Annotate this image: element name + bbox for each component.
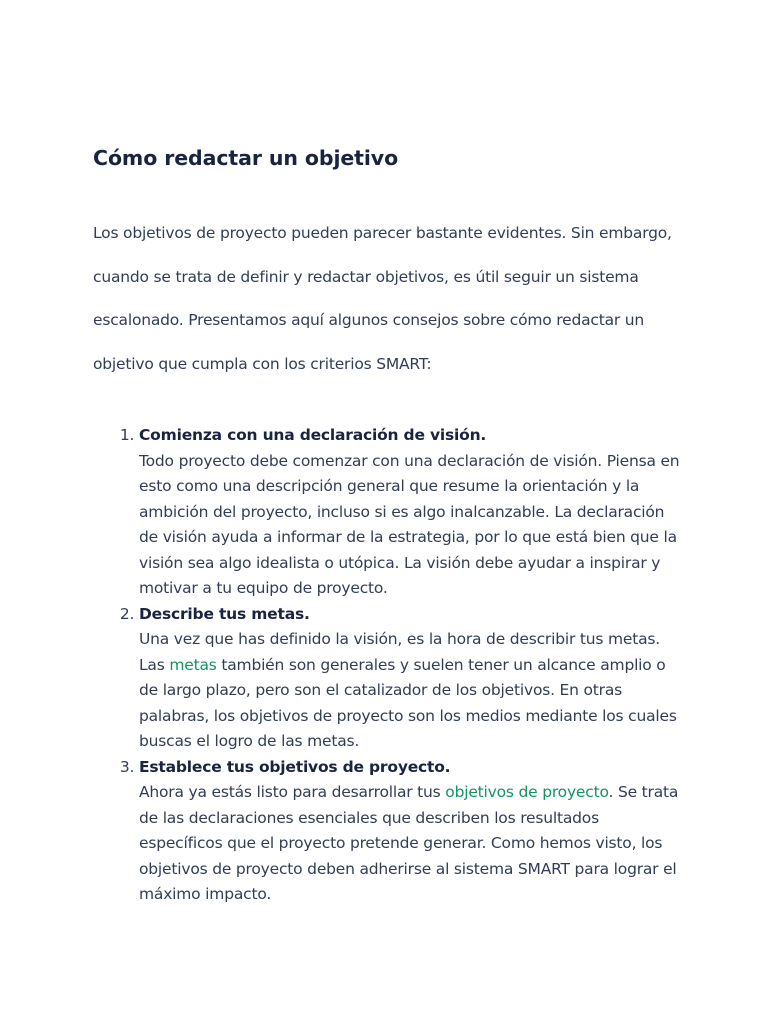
- step-heading: 2. Describe tus metas.: [139, 604, 310, 623]
- article-title: Cómo redactar un objetivo: [93, 146, 399, 170]
- metas-link[interactable]: metas: [169, 655, 217, 674]
- intro-paragraph: Los objetivos de proyecto pueden parecer bastante evidentes. Sin embargo, cuando se trata de definir y redactar objetivos, es útil seguir un sistema escalonado. Presentamos aquí algunos consejos sobre cómo redactar un objetivo que cumpla con los criterios SMART:: [93, 224, 672, 373]
- step-body-start: Ahora ya estás listo para desarrollar tus: [139, 783, 446, 801]
- steps-list: [93, 423, 685, 908]
- step-heading: 3. Establece tus objetivos de proyecto.: [139, 757, 451, 776]
- list-item-vision: [139, 423, 685, 602]
- list-item-goals: [139, 602, 685, 755]
- step-body-end: también son generales y suelen tener un alcance amplio o de largo plazo, pero son el catalizador de los objetivos. En otras palabras, los objetivos de proyecto son los medios mediante los cuales buscas el logro de las metas.: [139, 655, 677, 750]
- step-body: Todo proyecto debe comenzar con una declaración de visión. Piensa en esto como una descripción general que resume la orientación y la ambición del proyecto, incluso si es algo inalcanzable. La declaración de visión ayuda a informar de la estrategia, por lo que está bien que la visión sea algo idealista o utópica. La visión debe ayudar a inspirar y motivar a tu equipo de proyecto.: [139, 451, 680, 597]
- project-objectives-link[interactable]: objetivos de proyecto: [445, 783, 609, 801]
- article: [93, 142, 685, 908]
- step-body-start: Una vez que has definido la visión, es la hora de describir tus metas. Las: [139, 630, 660, 674]
- step-body-end: . Se trata de las declaraciones esenciales que describen los resultados específicos que el proyecto pretende generar. Como hemos visto, los objetivos de proyecto deben adherirse al sistema SMART para lograr el máximo impacto.: [139, 783, 679, 903]
- list-item-objectives: [139, 755, 685, 908]
- step-heading: 1. Comienza con una declaración de visión.: [139, 426, 487, 444]
